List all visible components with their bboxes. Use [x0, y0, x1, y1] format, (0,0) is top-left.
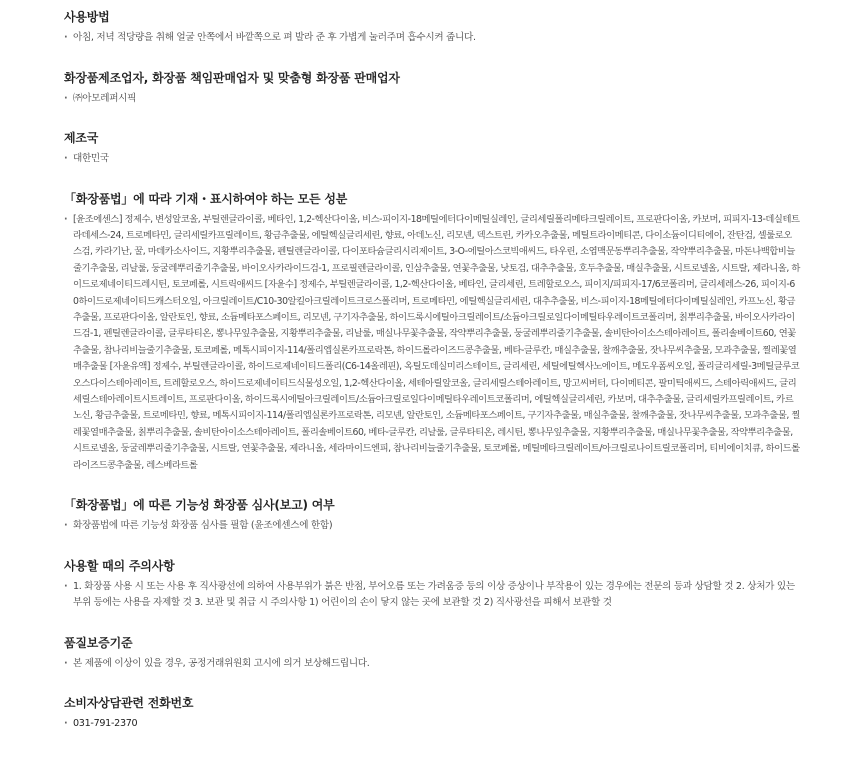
phone-number: · 031-791-2370 [64, 716, 800, 733]
country-section [64, 129, 800, 168]
manufacturer-title: 화장품제조업자, 화장품 책임판매업자 및 맞춤형 화장품 판매업자 [64, 70, 400, 85]
warranty-section [64, 634, 800, 673]
phone-section [64, 694, 800, 733]
caution-section [64, 557, 800, 612]
functional-title: 「화장품법」에 따른 기능성 화장품 심사(보고) 여부 [64, 498, 335, 512]
usage-text: · 아침, 저녁 적당량을 취해 얼굴 안쪽에서 바깥쪽으로 펴 발라 준 후 가볍게 눌러주며 흡수시켜 줍니다. [64, 30, 800, 47]
usage-title: 사용방법 [64, 10, 110, 24]
warranty-text: · 본 제품에 이상이 있을 경우, 공정거래위원회 고시에 의거 보상해드립니다. [64, 656, 800, 673]
ingredients-section [64, 190, 800, 475]
functional-text: · 화장품법에 따른 기능성 화장품 심사를 필함 (윤조에센스에 한함) [64, 518, 800, 535]
usage-section [64, 8, 800, 47]
country-title: 제조국 [64, 131, 99, 145]
caution-title: 사용할 때의 주의사항 [64, 558, 175, 573]
ingredients-title: 「화장품법」에 따라 기재・표시하여야 하는 모든 성분 [64, 191, 348, 206]
functional-section [64, 496, 800, 535]
manufacturer-section [64, 69, 800, 108]
country-text: · 대한민국 [64, 151, 800, 168]
phone-title: 소비자상담관련 전화번호 [64, 696, 194, 710]
caution-text: · 1. 화장품 사용 시 또는 사용 후 직사광선에 의하여 사용부위가 붉은 반점, 부어오름 또는 가려움증 등의 이상 증상이나 부작용이 있는 경우에는 전문의 등과 상담할 것 2. 상처가 있는 부위 등에는 사용을 자제할 것 3. 보관 및 취급 시 주의사항 1) 어린이의 손이 닿지 않는 곳에 보관할 것 2) 직사광선을 피해서 보관할 것 [64, 579, 800, 612]
ingredients-text: · [윤조에센스] 정제수, 변성알코올, 부틸렌글라이콜, 베타인, 1,2-헥산다이올, 비스-피이지-18메틸에터다이메틸실레인, 글리세릴폴리메타크릴레이트, 프로판다이올, 카보머, 피피지-13-데실테트라데세스-24, 트로메타민, 글리세릴카프릴레이트, 황금추출물, 에틸헥실글리세린, 향료, 아데노신, 리모넨, 덱스트린, 카카오추출물, 메틸트라이메티콘, 다이소듐이디티에이, 잔탄검, 셀룰로오스검, 카라기난, 꿀, 마데카소사이드, 지황뿌리추출물, 펜틸렌글라이콜, 다이포타슘글리시리제이트, 3-O-에틸아스코빅애씨드, 타우린, 소엽맥문동뿌리추출물, 작약뿌리추출물, 마돈나백합비늘줄기추출물, 리날룰, 둥굴레뿌리줄기추출물, 바이오사카라이드검-1, 프로필렌글라이콜, 인삼추출물, 연꽃추출물, 낫토검, 대추추출물, 호두추출물, 매실추출물, 시트로넬올, 시트랄, 제라니올, 하이드로제네이티드레시틴, 토코페롤, 시트릭애씨드 [자윤수] 정제수, 부틸렌글라이콜, 1,2-헥산다이올, 베타인, 글리세린, 트레할로오스, 피이지/피피지-17/6코폴리머, 글리세레스-26, 피이지-60하이드로제네이티드캐스터오일, 아크릴레이트/C10-30알킬아크릴레이트크로스폴리머, 트로메타민, 에틸헥실글리세린, 대추추출물, 비스-피이지-18메틸에터다이메틸실레인, 카프노신, 황금추출물, 프로판다이올, 알란토인, 향료, 소듐메타포스페이트, 리모넨, 구기자추출물, 하이드록시에틸아크릴레이트/소듐아크릴로일다이메틸타우레이트코폴리머, 칡뿌리추출물, 바이오사카라이드검-1, 펜틸렌글라이콜, 글루타티온, 뽕나무잎추출물, 지황뿌리추출물, 리날룰, 매실나무꽃추출물, 작약뿌리추출물, 둥굴레뿌리줄기추출물, 솔비탄아이소스테아레이트, 폴리솔베이트60, 연꽃추출물, 참나리비늘줄기추출물, 토코페롤, 메톡시피이지-114/폴리엡실론카프로락톤, 하이드롤라이즈드콩추출물, 베타-글루칸, 매실추출물, 찰깨추출물, 잣나무씨추출물, 모과추출물, 찔레꽃열매추출물 [자윤유액] 정제수, 부틸렌글라이콜, 하이드로제네이티드폴리(C6-14올레핀), 옥틸도데실미리스테이트, 글리세린, 세틸에틸헥사노에이트, 메도우폼씨오일, 폴리글리세릴-3메틸글루코오스다이스테아레이트, 트레할로오스, 하이드로제네이티드식물성오일, 1,2-헥산다이올, 세테아릴알코올, 글리세릴스테아레이트, 망고씨버터, 다이메티콘, 팔미틱애씨드, 스테아릭애씨드, 글리세릴스테아레이트시트레이트, 프로판다이올, 하이드록시에틸아크릴레이트/소듐아크릴로일다이메틸타우레이트코폴리머, 에틸헥실글리세린, 카보머, 대추추출물, 글리세릴카프릴레이트, 카르노신, 황금추출물, 트로메타민, 향료, 메톡시피이지-114/폴리엡실론카프로락톤, 리모넨, 알란토인, 소듐메타포스페이트, 구기자추출물, 매실추출물, 찰깨추출물, 잣나무씨추출물, 모과추출물, 찔레꽃열매추출물, 칡뿌리추출물, 솔비탄아이소스테아레이트, 폴리솔베이트60, 베타-글루칸, 리날룰, 글루타티온, 레시틴, 뽕나무잎추출물, 지황뿌리추출물, 매실나무꽃추출물, 작약뿌리추출물, 시트로넬올, 둥굴레뿌리줄기추출물, 시트랄, 연꽃추출물, 제라니올, 세라마이드엔피, 참나리비늘줄기추출물, 토코페롤, 메틸메타크릴레이트/아크릴로나이트릴코폴리머, 티비에이치큐, 하이드롤라이즈드콩추출물, 레스베라트롤 [64, 212, 800, 475]
warranty-title: 품질보증기준 [64, 635, 133, 650]
manufacturer-text: · ㈜아모레퍼시픽 [64, 91, 800, 108]
